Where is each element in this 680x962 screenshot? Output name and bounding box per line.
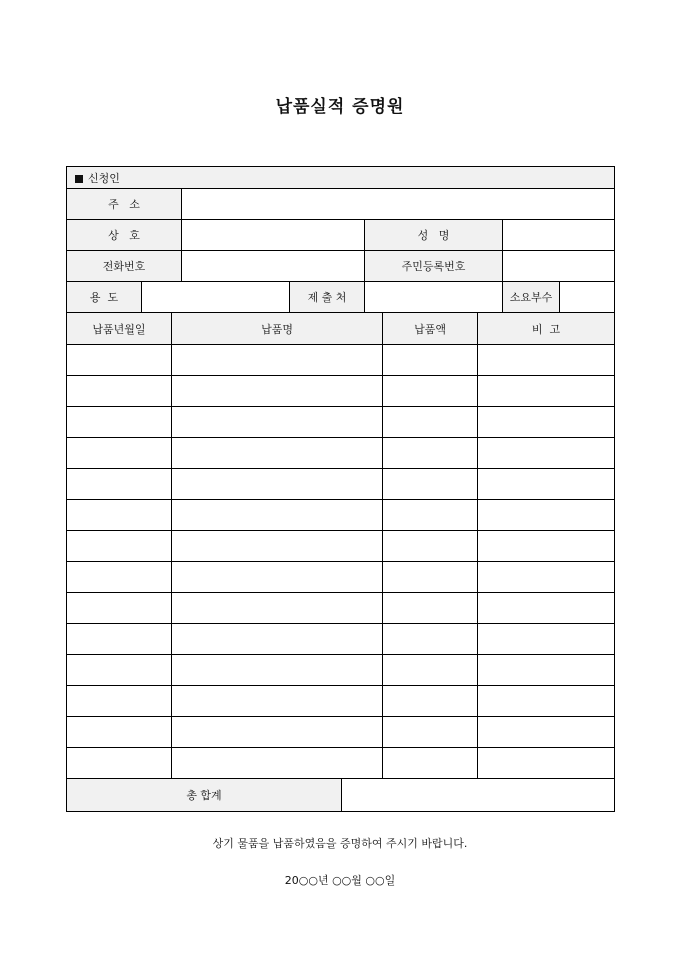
square-bullet-icon — [75, 175, 83, 183]
col-header-remarks: 비 고 — [478, 313, 615, 345]
date-cell[interactable] — [67, 748, 172, 779]
table-row — [67, 500, 615, 531]
remarks-cell[interactable] — [478, 686, 615, 717]
table-row — [67, 624, 615, 655]
col-header-amount: 납품액 — [383, 313, 478, 345]
date-cell[interactable] — [67, 531, 172, 562]
id-number-label: 주민등록번호 — [365, 251, 503, 282]
table-row — [67, 655, 615, 686]
total-label: 총 합계 — [67, 779, 342, 812]
item-cell[interactable] — [172, 438, 383, 469]
remarks-cell[interactable] — [478, 407, 615, 438]
company-label: 상 호 — [67, 220, 182, 251]
amount-cell[interactable] — [383, 686, 478, 717]
remarks-cell[interactable] — [478, 438, 615, 469]
item-cell[interactable] — [172, 748, 383, 779]
amount-cell[interactable] — [383, 345, 478, 376]
table-row — [67, 407, 615, 438]
remarks-cell[interactable] — [478, 593, 615, 624]
col-header-item: 납품명 — [172, 313, 383, 345]
remarks-cell[interactable] — [478, 562, 615, 593]
name-field[interactable] — [503, 220, 615, 251]
date-line: 20○○년 ○○월 ○○일 — [284, 874, 396, 887]
date-cell[interactable] — [67, 593, 172, 624]
item-cell[interactable] — [172, 624, 383, 655]
table-row — [67, 748, 615, 779]
item-cell[interactable] — [172, 686, 383, 717]
amount-cell[interactable] — [383, 717, 478, 748]
date-cell[interactable] — [67, 376, 172, 407]
purpose-field[interactable] — [142, 282, 290, 313]
item-cell[interactable] — [172, 469, 383, 500]
delivery-table — [66, 313, 615, 812]
remarks-cell[interactable] — [478, 531, 615, 562]
date-cell[interactable] — [67, 624, 172, 655]
item-cell[interactable] — [172, 531, 383, 562]
name-label: 성 명 — [365, 220, 503, 251]
id-number-field[interactable] — [503, 251, 615, 282]
remarks-cell[interactable] — [478, 345, 615, 376]
amount-cell[interactable] — [383, 624, 478, 655]
amount-cell[interactable] — [383, 407, 478, 438]
table-row — [67, 345, 615, 376]
date-cell[interactable] — [67, 717, 172, 748]
applicant-section-header — [67, 167, 615, 189]
table-row — [67, 686, 615, 717]
col-header-date: 납품년월일 — [67, 313, 172, 345]
copies-label: 소요부수 — [503, 282, 560, 313]
remarks-cell[interactable] — [478, 376, 615, 407]
company-field[interactable] — [182, 220, 365, 251]
table-row — [67, 438, 615, 469]
item-cell[interactable] — [172, 593, 383, 624]
table-row — [67, 469, 615, 500]
remarks-cell[interactable] — [478, 748, 615, 779]
item-cell[interactable] — [172, 376, 383, 407]
date-cell[interactable] — [67, 407, 172, 438]
address-label: 주 소 — [67, 189, 182, 220]
item-cell[interactable] — [172, 655, 383, 686]
applicant-section-label: 신청인 — [88, 171, 120, 185]
phone-label: 전화번호 — [67, 251, 182, 282]
item-cell[interactable] — [172, 345, 383, 376]
remarks-cell[interactable] — [478, 469, 615, 500]
amount-cell[interactable] — [383, 438, 478, 469]
table-row — [67, 717, 615, 748]
table-row — [67, 593, 615, 624]
amount-cell[interactable] — [383, 376, 478, 407]
remarks-cell[interactable] — [478, 717, 615, 748]
purpose-label: 용 도 — [67, 282, 142, 313]
phone-field[interactable] — [182, 251, 365, 282]
applicant-table — [66, 166, 615, 313]
submit-to-label: 제 출 처 — [290, 282, 365, 313]
amount-cell[interactable] — [383, 593, 478, 624]
date-cell[interactable] — [67, 655, 172, 686]
remarks-cell[interactable] — [478, 624, 615, 655]
table-row — [67, 531, 615, 562]
certification-statement: 상기 물품을 납품하였음을 증명하여 주시기 바랍니다. — [212, 837, 468, 850]
table-row — [67, 376, 615, 407]
remarks-cell[interactable] — [478, 500, 615, 531]
submit-to-field[interactable] — [365, 282, 503, 313]
item-cell[interactable] — [172, 500, 383, 531]
amount-cell[interactable] — [383, 500, 478, 531]
item-cell[interactable] — [172, 407, 383, 438]
date-cell[interactable] — [67, 469, 172, 500]
copies-field[interactable] — [560, 282, 615, 313]
date-cell[interactable] — [67, 438, 172, 469]
amount-cell[interactable] — [383, 562, 478, 593]
date-cell[interactable] — [67, 686, 172, 717]
table-row — [67, 562, 615, 593]
date-cell[interactable] — [67, 562, 172, 593]
amount-cell[interactable] — [383, 531, 478, 562]
date-cell[interactable] — [67, 500, 172, 531]
amount-cell[interactable] — [383, 748, 478, 779]
delivery-rows — [67, 345, 615, 779]
certificate-form — [66, 166, 614, 812]
amount-cell[interactable] — [383, 469, 478, 500]
item-cell[interactable] — [172, 717, 383, 748]
address-field[interactable] — [182, 189, 615, 220]
total-field[interactable] — [342, 779, 615, 812]
amount-cell[interactable] — [383, 655, 478, 686]
remarks-cell[interactable] — [478, 655, 615, 686]
date-cell[interactable] — [67, 345, 172, 376]
document-title: 납품실적 증명원 — [275, 97, 405, 117]
item-cell[interactable] — [172, 562, 383, 593]
